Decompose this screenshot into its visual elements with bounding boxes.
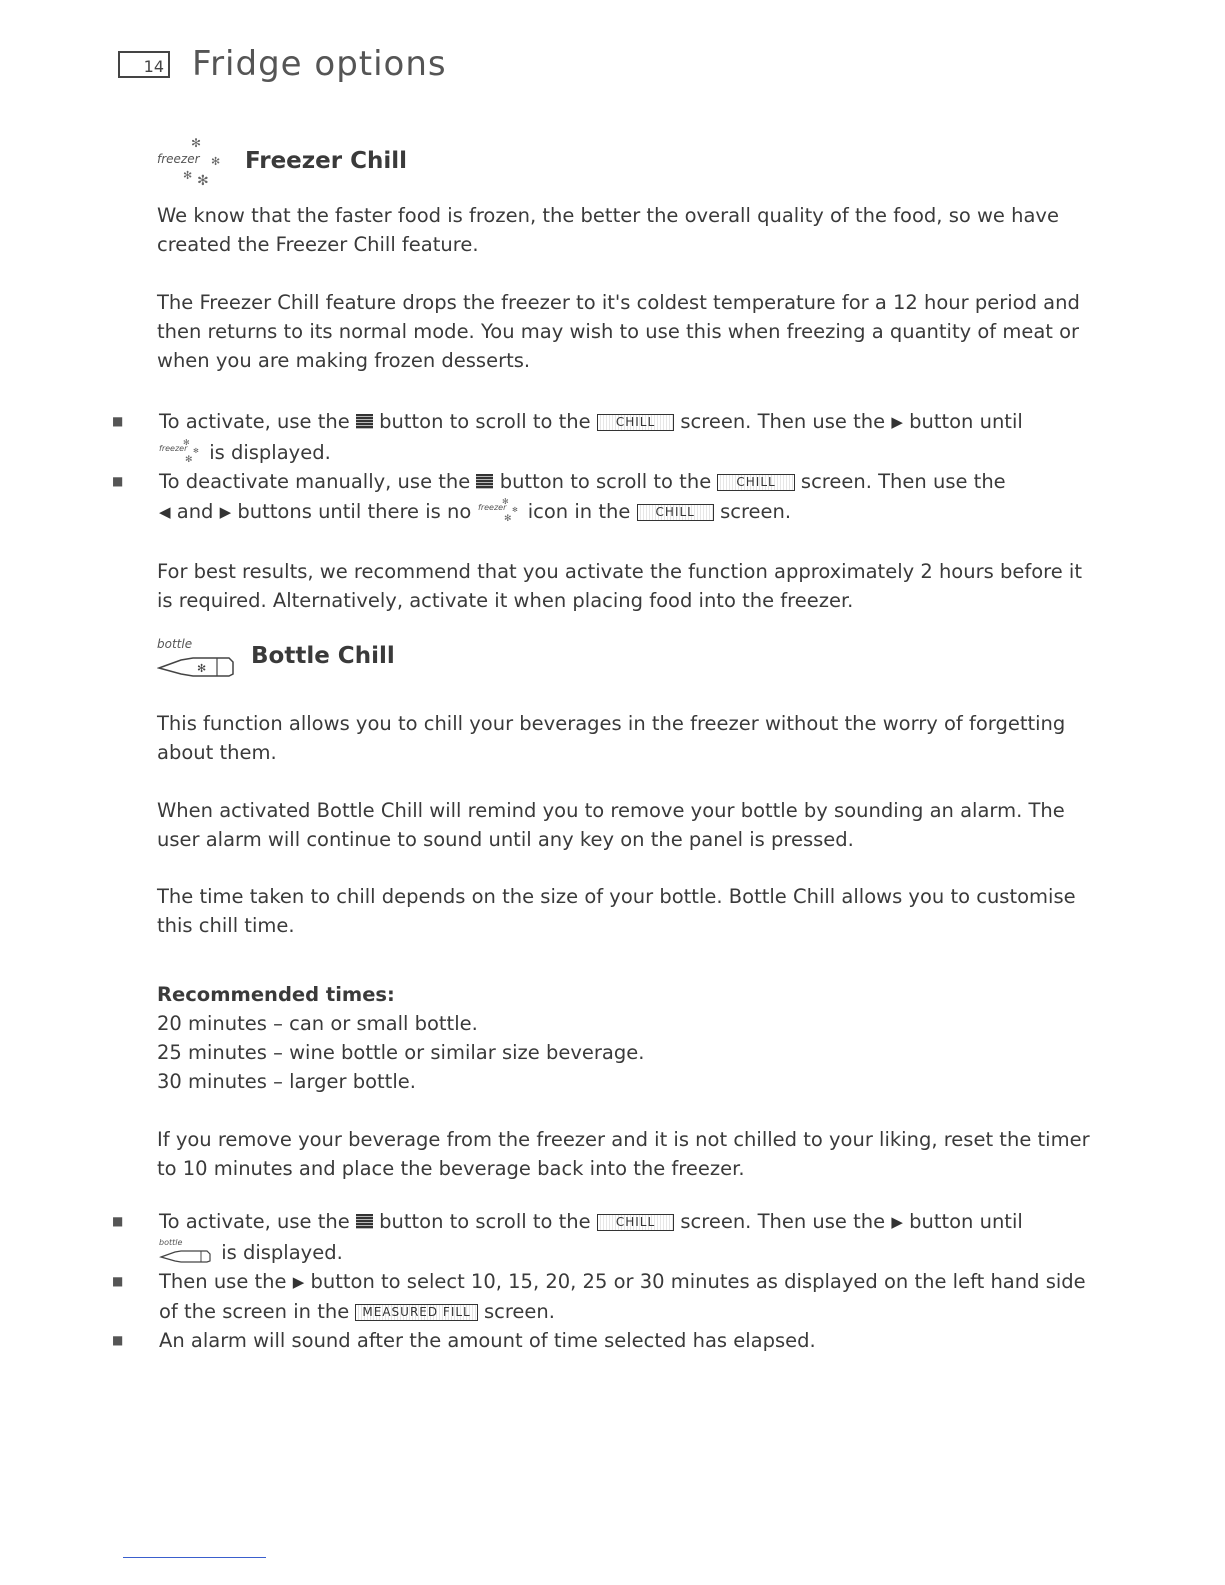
- freezer-chill-para3: For best results, we recommend that you activate the function approximately 2 hours before it is required. Alternatively, activate it when placing food into the freezer.: [157, 560, 1082, 612]
- svg-text:freezer: freezer: [159, 444, 188, 453]
- svg-text:✻: ✻: [211, 155, 221, 168]
- bottle-chill-para2: When activated Bottle Chill will remind you to remove your bottle by sounding an alarm. The user alarm will continue to sound until any key on the panel is pressed.: [157, 799, 1065, 851]
- right-arrow-icon: ▶: [219, 503, 232, 521]
- bottle-icon: [157, 634, 241, 678]
- left-arrow-icon: ◀: [159, 503, 171, 521]
- bottle-chill-para3: The time taken to chill depends on the size of your bottle. Bottle Chill allows you to customise this chill time.: [157, 885, 1076, 937]
- svg-text:✻: ✻: [185, 455, 193, 463]
- list-item: 25 minutes – wine bottle or similar size beverage.: [157, 1041, 645, 1064]
- bottle-chill-para4: If you remove your beverage from the freezer and it is not chilled to your liking, reset the timer to 10 minutes and place the beverage back into the freezer.: [157, 1128, 1090, 1180]
- menu-button-icon: [356, 1214, 373, 1229]
- bullet-marker: ■: [112, 1214, 124, 1228]
- bullet-marker: ■: [112, 1274, 124, 1288]
- svg-text:✻: ✻: [183, 438, 190, 447]
- list-item: ■ An alarm will sound after the amount of time selected has elapsed.: [110, 1326, 1100, 1355]
- svg-text:freezer: freezer: [477, 503, 506, 512]
- recommended-times: [157, 980, 1092, 1096]
- freezer-icon-label: freezer: [157, 152, 200, 166]
- chill-screen-label: CHILL: [717, 474, 794, 491]
- svg-text:✻: ✻: [193, 447, 199, 455]
- bottle-chill-steps: [110, 1207, 1100, 1355]
- bottle-icon: [159, 1237, 215, 1263]
- bullet-marker: ■: [112, 1333, 124, 1347]
- right-arrow-icon: ▶: [891, 1213, 903, 1231]
- svg-text:✻: ✻: [511, 506, 518, 514]
- page-title: Fridge options: [192, 44, 447, 84]
- chill-screen-label: CHILL: [597, 414, 674, 431]
- recommended-times-heading: Recommended times:: [157, 983, 395, 1006]
- list-item: ■ Then use the ▶ button to select 10, 15, 20, 25 or 30 minutes as displayed on the left hand side of the screen in the MEASURED FILL screen.: [110, 1267, 1100, 1326]
- list-item: ■ To activate, use the button to scroll to the CHILL screen. Then use the ▶ button until freezer ✻ ✻ ✻ is displayed.: [110, 407, 1100, 467]
- footer-divider: [123, 1557, 266, 1558]
- measured-fill-screen-label: MEASURED FILL: [355, 1304, 477, 1321]
- menu-button-icon: [356, 414, 373, 429]
- freezer-chill-para1: We know that the faster food is frozen, the better the overall quality of the food, so we have created the Freezer Chill feature.: [157, 204, 1059, 256]
- list-item: ■ To activate, use the button to scroll to the CHILL screen. Then use the ▶ button until bottle is displayed.: [110, 1207, 1100, 1267]
- svg-text:✻: ✻: [503, 514, 512, 522]
- freezer-snowflake-icon: [478, 496, 522, 522]
- freezer-chill-title: Freezer Chill: [245, 148, 408, 174]
- chill-screen-label: CHILL: [637, 504, 714, 521]
- menu-button-icon: [476, 474, 493, 489]
- page-header: [118, 44, 447, 84]
- list-item: ■ To deactivate manually, use the button to scroll to the CHILL screen. Then use the ◀ and ▶ buttons until there is no freezer ✻ ✻ ✻ icon in the CHILL screen.: [110, 467, 1100, 527]
- freezer-chill-steps: [110, 407, 1100, 527]
- svg-text:✻: ✻: [501, 497, 509, 506]
- freezer-chill-heading: [157, 135, 407, 187]
- freezer-snowflake-icon: [159, 437, 203, 463]
- svg-text:✻: ✻: [183, 169, 193, 182]
- svg-text:✻: ✻: [197, 173, 209, 187]
- freezer-snowflake-icon: [157, 135, 235, 187]
- list-item: 20 minutes – can or small bottle.: [157, 1012, 478, 1035]
- bottle-chill-para1: This function allows you to chill your beverages in the freezer without the worry of forgetting about them.: [157, 712, 1066, 764]
- bottle-chill-title: Bottle Chill: [251, 643, 395, 669]
- bottle-icon-label: bottle: [157, 637, 193, 651]
- chill-screen-label: CHILL: [597, 1214, 674, 1231]
- bottle-chill-heading: [157, 634, 395, 678]
- svg-text:bottle: bottle: [159, 1238, 183, 1247]
- right-arrow-icon: ▶: [292, 1273, 305, 1291]
- bullet-marker: ■: [112, 414, 124, 428]
- right-arrow-icon: ▶: [891, 413, 903, 431]
- freezer-chill-para2: The Freezer Chill feature drops the freezer to it's coldest temperature for a 12 hour period and then returns to its normal mode. You may wish to use this when freezing a quantity of meat or when you are making frozen desserts.: [157, 291, 1080, 372]
- list-item: 30 minutes – larger bottle.: [157, 1070, 416, 1093]
- bullet-marker: ■: [112, 474, 124, 488]
- svg-text:✻: ✻: [191, 136, 202, 150]
- page-number: 14: [118, 51, 170, 78]
- svg-text:✻: ✻: [197, 662, 207, 675]
